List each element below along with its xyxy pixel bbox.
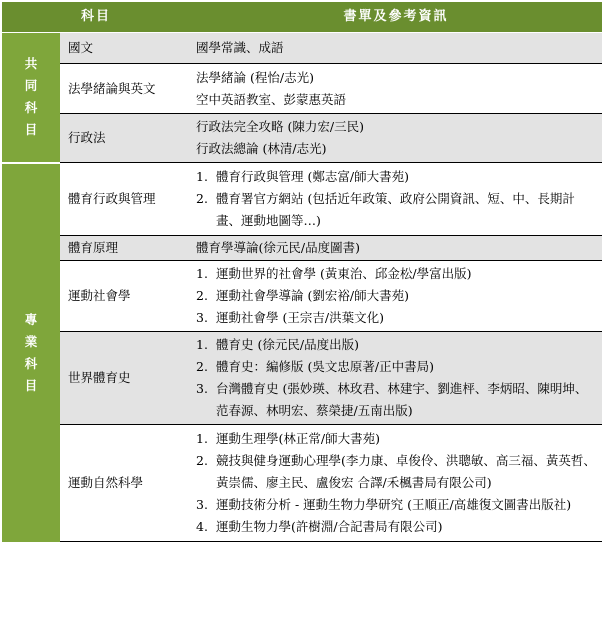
item-text: 運動生理學(林正常/師大書苑) <box>216 431 380 446</box>
subject-world-pe-history: 世界體育史 <box>60 332 190 425</box>
item-number: 3. <box>196 497 208 512</box>
list-item <box>196 285 598 307</box>
info-line: 體育學導論(徐元民/品度圖書) <box>196 240 360 255</box>
row-sport-science <box>2 425 602 542</box>
list-item <box>196 378 598 422</box>
item-text: 體育史：編修版 (吳文忠原著/正中書局) <box>216 359 434 374</box>
item-text: 運動生物力學(許樹淵/合記書局有限公司) <box>216 519 443 534</box>
subject-sport-sociology: 運動社會學 <box>60 261 190 332</box>
item-text: 體育史 (徐元民/品度出版) <box>216 337 359 352</box>
list-item <box>196 188 598 232</box>
book-list <box>196 166 598 232</box>
row-chinese <box>2 33 602 64</box>
list-item <box>196 428 598 450</box>
header-info: 書單及參考資訊 <box>190 2 602 33</box>
list-item <box>196 356 598 378</box>
item-text: 競技與健身運動心理學(李力康、卓俊伶、洪聰敏、高三福、黃英哲、黃崇儒、廖主民、盧俊宏 合譯/禾楓書局有限公司) <box>216 453 596 490</box>
info-pe-principles <box>190 236 602 261</box>
subject-pe-principles: 體育原理 <box>60 236 190 261</box>
item-text: 台灣體育史 (張妙瑛、林玫君、林建宇、劉進枰、李炳昭、陳明坤、范春源、林明宏、蔡榮捷/五南出版) <box>216 381 588 418</box>
list-item <box>196 516 598 538</box>
row-admin-law <box>2 114 602 163</box>
item-number: 1. <box>196 337 208 352</box>
item-number: 4. <box>196 519 208 534</box>
row-sport-sociology <box>2 261 602 332</box>
info-line: 國學常識、成語 <box>196 40 284 55</box>
row-world-pe-history <box>2 332 602 425</box>
info-admin-law <box>190 114 602 163</box>
row-law-english <box>2 64 602 114</box>
book-list-table <box>2 2 602 542</box>
subject-admin-law: 行政法 <box>60 114 190 163</box>
info-sport-science <box>190 425 602 542</box>
book-list <box>196 263 598 329</box>
list-item <box>196 263 598 285</box>
list-item <box>196 494 598 516</box>
group-major <box>2 163 60 542</box>
item-number: 3. <box>196 381 208 396</box>
header-subject: 科目 <box>2 2 190 33</box>
item-text: 體育行政與管理 (鄭志富/師大書苑) <box>216 169 409 184</box>
subject-sport-science: 運動自然科學 <box>60 425 190 542</box>
group-major-label: 專業科目 <box>24 311 38 393</box>
info-sport-sociology <box>190 261 602 332</box>
item-number: 2. <box>196 191 208 206</box>
list-item <box>196 450 598 494</box>
book-list <box>196 428 598 538</box>
list-item <box>196 166 598 188</box>
group-common-label: 共同科目 <box>24 56 38 138</box>
group-common <box>2 33 60 163</box>
subject-law-english: 法學緒論與英文 <box>60 64 190 114</box>
info-line: 行政法總論 (林清/志光) <box>196 141 327 156</box>
subject-pe-admin: 體育行政與管理 <box>60 163 190 236</box>
info-chinese <box>190 33 602 64</box>
item-text: 運動社會學導論 (劉宏裕/師大書苑) <box>216 288 409 303</box>
item-number: 2. <box>196 453 208 468</box>
item-number: 1. <box>196 431 208 446</box>
info-line: 法學緒論 (程怡/志光) <box>196 70 314 85</box>
info-world-pe-history <box>190 332 602 425</box>
info-line: 空中英語教室、彭蒙惠英語 <box>196 92 347 107</box>
info-line: 行政法完全攻略 (陳力宏/三民) <box>196 119 364 134</box>
list-item <box>196 334 598 356</box>
item-text: 運動社會學 (王宗吉/洪葉文化) <box>216 310 384 325</box>
row-pe-admin <box>2 163 602 236</box>
item-text: 體育署官方網站 (包括近年政策、政府公開資訊、短、中、長期計畫、運動地圖等…) <box>216 191 575 228</box>
item-number: 1. <box>196 266 208 281</box>
list-item <box>196 307 598 329</box>
item-text: 運動技術分析 - 運動生物力學研究 (王順正/高雄復文圖書出版社) <box>216 497 572 512</box>
subject-chinese: 國文 <box>60 33 190 64</box>
header-row <box>2 2 602 33</box>
book-list <box>196 334 598 422</box>
info-law-english <box>190 64 602 114</box>
item-number: 3. <box>196 310 208 325</box>
item-text: 運動世界的社會學 (黃東治、邱金松/學富出版) <box>216 266 472 281</box>
info-pe-admin <box>190 163 602 236</box>
item-number: 1. <box>196 169 208 184</box>
item-number: 2. <box>196 288 208 303</box>
item-number: 2. <box>196 359 208 374</box>
row-pe-principles <box>2 236 602 261</box>
